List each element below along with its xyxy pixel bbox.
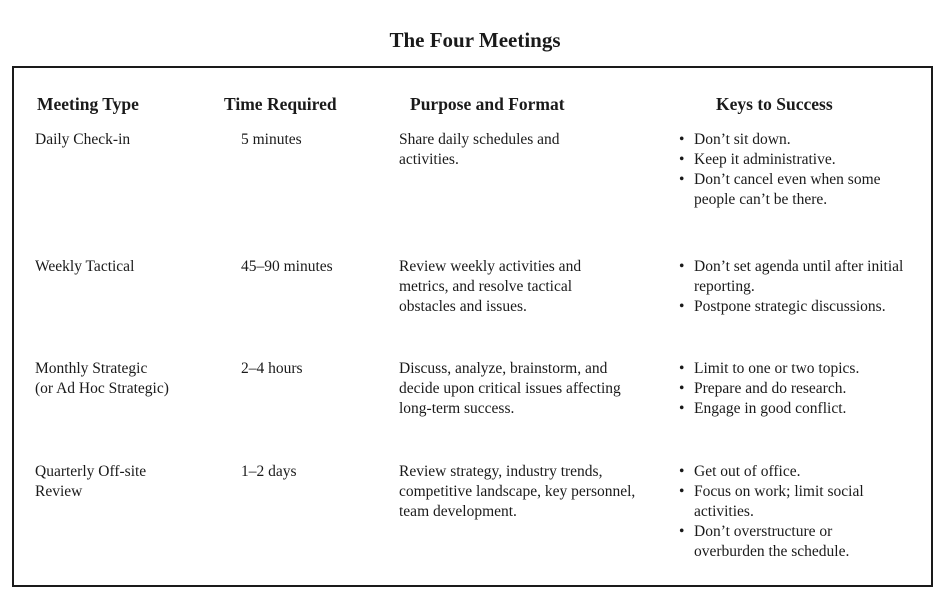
row-daily-time: 5 minutes [241, 131, 302, 148]
key-item: • Keep it administrative. [679, 150, 929, 170]
meeting-type-line: Quarterly Off-site [35, 463, 147, 480]
row-monthly-time: 2–4 hours [241, 360, 303, 377]
row-monthly-type [35, 359, 215, 399]
key-item: • Engage in good conflict. [679, 399, 929, 419]
header-keys-to-success: Keys to Success [716, 94, 833, 114]
key-item: • Limit to one or two topics. [679, 359, 929, 379]
row-monthly-purpose: Discuss, analyze, brainstorm, and decide upon critical issues affecting long-term success. [399, 360, 621, 417]
row-weekly-purpose: Review weekly activities and metrics, and resolve tactical obstacles and issues. [399, 258, 582, 315]
row-quarterly-type [35, 462, 215, 502]
page-title: The Four Meetings [389, 28, 561, 52]
meeting-type-line: Review [35, 483, 83, 500]
row-monthly-keys [679, 359, 929, 419]
row-daily-type [35, 130, 215, 150]
row-weekly-type [35, 257, 215, 277]
key-item: • Don’t cancel even when some people can’t be there. [679, 170, 922, 210]
meeting-type-line: (or Ad Hoc Strategic) [35, 380, 169, 397]
header-purpose-format: Purpose and Format [410, 94, 565, 114]
meeting-type-line: Weekly Tactical [35, 258, 135, 275]
row-quarterly-time: 1–2 days [241, 463, 297, 480]
key-item: • Don’t overstructure or overburden the schedule. [679, 522, 894, 562]
row-quarterly-keys [679, 462, 929, 562]
key-item: • Get out of office. [679, 462, 929, 482]
key-item: • Focus on work; limit social activities. [679, 482, 909, 522]
row-weekly-time: 45–90 minutes [241, 258, 333, 275]
row-weekly-keys [679, 257, 929, 317]
row-daily-keys [679, 130, 929, 210]
row-quarterly-purpose: Review strategy, industry trends, competitive landscape, key personnel, team development. [399, 463, 636, 520]
header-meeting-type: Meeting Type [37, 94, 139, 114]
meeting-type-line: Daily Check-in [35, 131, 131, 148]
row-daily-purpose: Share daily schedules and activities. [399, 131, 560, 168]
key-item: • Prepare and do research. [679, 379, 929, 399]
key-item: • Don’t set agenda until after initial reporting. [679, 257, 909, 297]
key-item: • Don’t sit down. [679, 130, 929, 150]
meeting-type-line: Monthly Strategic [35, 360, 148, 377]
header-time-required: Time Required [224, 94, 337, 114]
key-item: • Postpone strategic discussions. [679, 297, 929, 317]
